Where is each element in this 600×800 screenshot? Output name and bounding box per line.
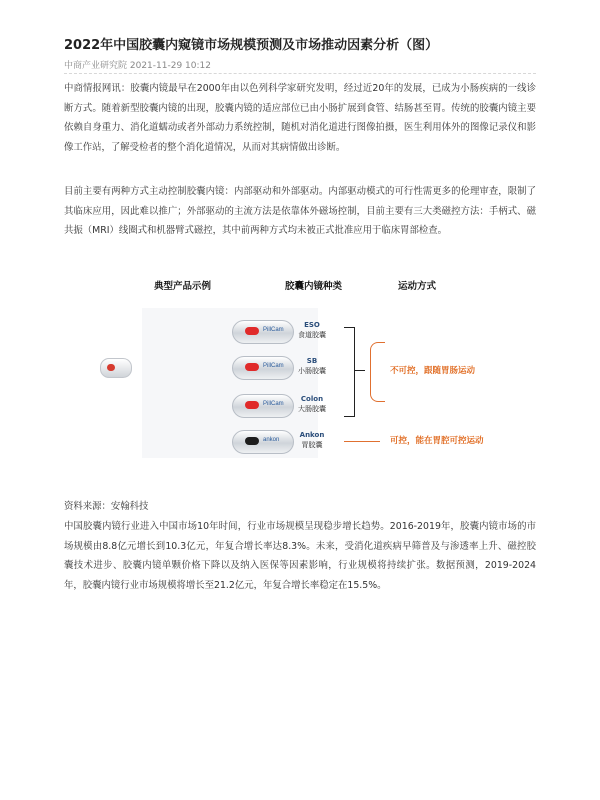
figure-header-products: 典型产品示例 (154, 281, 212, 292)
figure-header-types: 胶囊内镜种类 (285, 281, 343, 292)
motion-brace (370, 342, 385, 402)
paragraph-control: 目前主要有两种方式主动控制胶囊内镜：内部驱动和外部驱动。内部驱动模式的可行性需更多的伦理审查，限制了其临床应用，因此难以推广；外部驱动的主流方法是依靠体外磁场控制，目前主要有三大类磁控方法：手柄式、磁共振（MRI）线圈式和机器臂式磁控，其中前两种方式均未被正式批准应用于临床胃部检查。 (64, 186, 536, 236)
capsule-eso-image: PillCam (232, 320, 294, 344)
figure-header-motion: 运动方式 (398, 281, 437, 292)
capsule-sb-image: PillCam (232, 356, 294, 380)
capsule-endoscope-figure (90, 278, 510, 458)
article-title: 2022年中国胶囊内窥镜市场规模预测及市场推动因素分析（图） (64, 38, 439, 53)
divider (64, 73, 536, 74)
capsule-ankon-label: Ankon 胃胶囊 (299, 431, 325, 449)
group-bracket (344, 327, 355, 417)
small-capsule-image (100, 358, 132, 378)
figure-source: 资料来源：安翰科技 (64, 501, 149, 512)
paragraph-intro: 中商情报网讯：胶囊内镜最早在2000年由以色列科学家研究发明，经过近20年的发展，已成为小肠疾病的一线诊断方式。随着新型胶囊内镜的出现，胶囊内镜的适应部位已由小肠扩展到食管、结肠甚至胃。传统的胶囊内镜主要依赖自身重力、消化道蠕动或者外部动力系统控制，随机对消化道进行图像拍摄，医生利用体外的图像记录仪和影像工作站，了解受检者的整个消化道情况，从而对其病情做出诊断。 (64, 83, 536, 153)
motion-connector (344, 441, 380, 442)
capsule-eso-label: ESO 食道胶囊 (298, 321, 326, 339)
bracket-connector (355, 370, 365, 371)
motion-uncontrollable: 不可控，跟随胃肠运动 (390, 366, 476, 376)
capsule-colon-image: PillCam (232, 394, 294, 418)
paragraph-market: 中国胶囊内镜行业进入中国市场10年时间，行业市场规模呈现稳步增长趋势。2016-2019年，胶囊内镜市场的市场规模由8.8亿元增长到10.3亿元，年复合增长率达8.3%。未来，受消化道疾病早筛普及与渗透率上升、磁控胶囊技术进步、胶囊内镜单颗价格下降以及纳入医保等因素影响，行业规模将持续扩张。数据预测，2019-2024年，胶囊内镜行业市场规模将增长至21.2亿元，年复合增长率稳定在15.5%。 (64, 521, 536, 591)
capsule-sb-label: SB 小肠胶囊 (298, 357, 326, 375)
capsule-colon-label: Colon 大肠胶囊 (298, 395, 326, 413)
capsule-ankon-image: ankon (232, 430, 294, 454)
article-meta: 中商产业研究院 2021-11-29 10:12 (64, 61, 211, 71)
motion-controllable: 可控，能在胃腔可控运动 (390, 436, 484, 446)
